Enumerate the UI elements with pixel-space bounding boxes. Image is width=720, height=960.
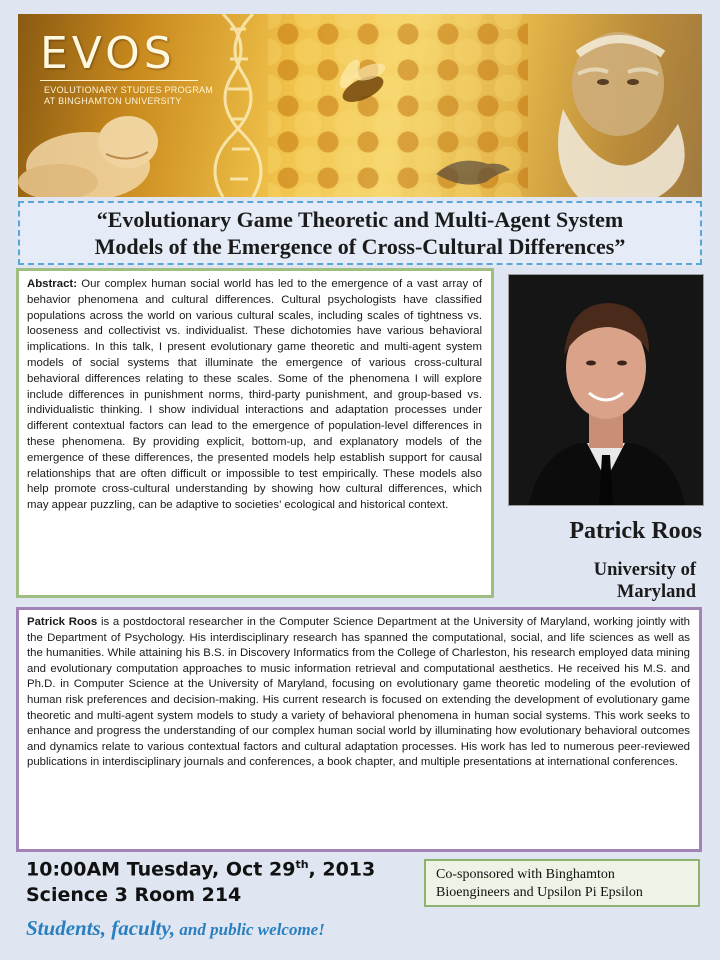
bio-text: is a postdoctoral researcher in the Computer Science Department at the University of Maryland, working jointly with the Department of Psychology. His interdisciplinary research has spanned the computational, social, and life sciences as well as the humanities. While attaining his B.S. in Discovery Informatics from the College of Charleston, his research employed data mining and evolutionary computation approaches to music information retrieval and computational aesthetics. He received his M.S. and Ph.D. in Computer Science at the University of Maryland, focusing on evolutionary game theoretic modeling of the evolution of human risk preferences and decision-making. His current research is focused on extending the development of evolutionary game theoretic and multi-agent system models to study a variety of behavioral phenomena in human social systems. This work seeks to enhance and progress the understanding of our complex human social world by illuminating how evolutionary behavioral outcomes and dynamics relate to various contextual factors and cultural adaptation processes. His work has led to numerous peer-reviewed publications in interdisciplinary journals and conferences, a book chapter, and multiple presentations at international conferences.: [27, 616, 690, 769]
evos-logo: EVOS: [40, 28, 176, 79]
speaker-portrait-image: [509, 275, 703, 505]
speaker-affiliation: [505, 559, 696, 603]
darwin-portrait-image: [558, 32, 685, 197]
cosponsor-box: [424, 859, 700, 907]
bio-box: [16, 607, 702, 852]
abstract-label: Abstract:: [27, 278, 78, 290]
program-subtitle-line1: EVOLUTIONARY STUDIES PROGRAM: [44, 85, 214, 95]
bio-name: Patrick Roos: [27, 616, 98, 628]
program-subtitle-line2: AT BINGHAMTON UNIVERSITY: [44, 96, 182, 106]
welcome-message: [26, 916, 325, 941]
baby-image: [18, 116, 158, 197]
abstract-text: Our complex human social world has led to the emergence of a vast array of behavior phenomena and cultural differences. Cultural psychologists have classified populations across the world on various cultural scales, including scales of tightness vs. looseness and collectivist vs. individualist. These dichotomies have various behavioral implications. In this talk, I present evolutionary game theoretic and multi-agent system models of social systems that illuminate the emergence of various cross-cultural behavioral differences relating to these scales. Some of the phenomena I will explore include differences in punishment norms, third-party punishment, and group-based vs. individualistic thinking. I show individual interactions and adaptation processes under different contextual factors can lead to the emergence of population-level differences in these phenomena. By providing explicit, bottom-up, and explanatory models of the emergence of these differences, the presented models help establish support for causal relationships that are often difficult or impossible to test empirically. These models also help promote cross-cultural understanding by showing how cultural differences, which may appear puzzling, can be adaptive to societies’ ecological and historical context.: [27, 278, 482, 512]
abstract-box: [16, 268, 494, 598]
program-subtitle: [44, 85, 224, 107]
event-location: Science 3 Room 214: [26, 884, 242, 906]
bird-image: [436, 161, 510, 185]
speaker-name: Patrick Roos: [569, 518, 702, 544]
event-time-text: 10:00AM Tuesday, Oct 29: [26, 858, 296, 881]
speaker-affiliation-line2: Maryland: [616, 582, 696, 602]
speaker-affiliation-line1: University of: [593, 560, 696, 580]
banner: [18, 14, 702, 197]
logo-divider: [40, 80, 198, 81]
talk-title-line2: Models of the Emergence of Cross-Cultural Differences”: [94, 234, 626, 259]
cosponsor-line1: Co-sponsored with Binghamton: [436, 867, 615, 882]
event-date-time: [26, 858, 375, 880]
welcome-part1: Students, faculty,: [26, 916, 176, 940]
talk-title-line1: “Evolutionary Game Theoretic and Multi-Agent System: [96, 207, 624, 232]
event-year: , 2013: [308, 858, 376, 881]
speaker-photo: [508, 274, 704, 506]
cosponsor-line2: Bioengineers and Upsilon Pi Epsilon: [436, 885, 643, 900]
event-date-suffix: th: [295, 858, 309, 871]
bee-image: [336, 57, 387, 108]
talk-title: [18, 201, 702, 265]
welcome-part2: and public welcome!: [175, 920, 325, 939]
